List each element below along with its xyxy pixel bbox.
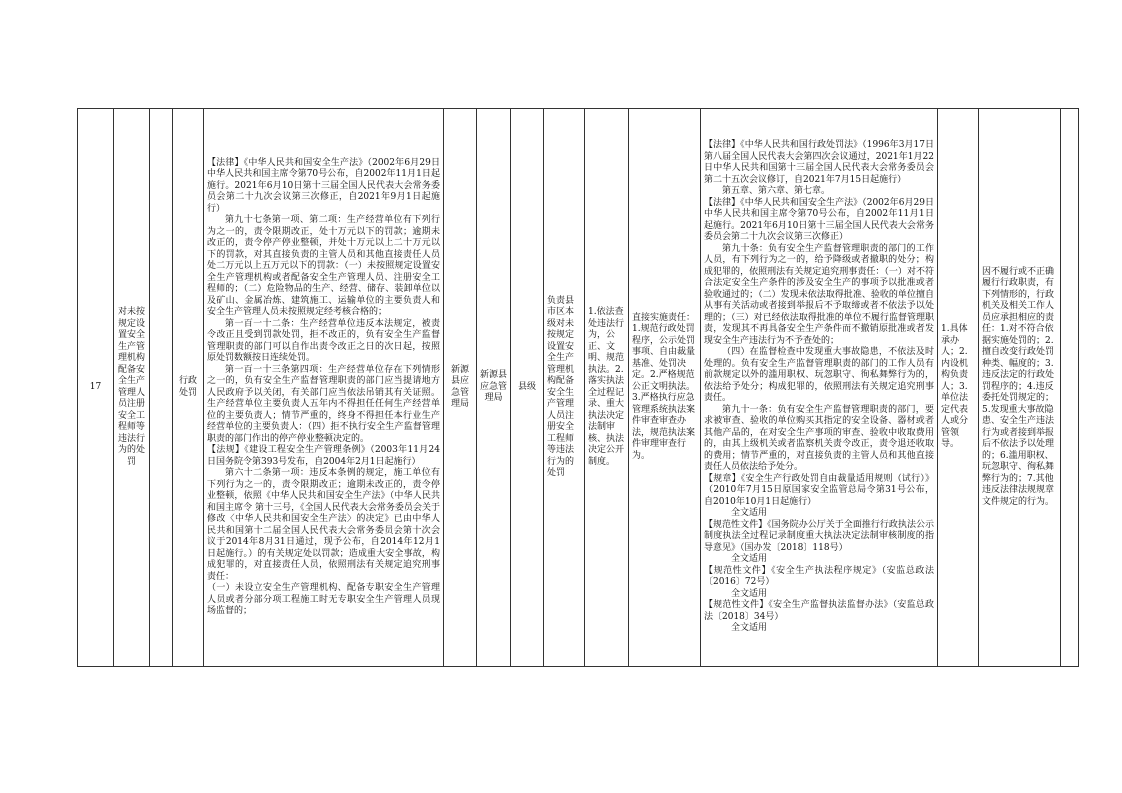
- legal-basis-paragraph: （一）未设立安全生产管理机构、配备专职安全生产管理人员或者分部分项工程施工时无专职安全生产管理人员现场监督的；: [207, 583, 440, 616]
- legal-basis-paragraph: 第一百一十三条第四项：生产经营单位存在下列情形之一的，负有安全生产监督管理职责的部门应当提请地方人民政府予以关闭，有关部门应当依法吊销其有关证照。生产经营单位主要负责人五年内不得担任任何生产经营单位的主要负责人；情节严重的，终身不得担任本行业生产经营单位的主要负责人：（四）拒不执行安全生产监督管理职责的部门作出的停产停业整顿决定的。: [207, 364, 440, 444]
- duty-basis: [704, 140, 934, 635]
- duty-basis-paragraph: 第九十条：负有安全生产监督管理职责的部门的工作人员，有下列行为之一的，给予降级或者撤职的处分；构成犯罪的，依照刑法有关规定追究刑事责任：（一）对不符合法定安全生产条件的涉及安全生产的事项予以批准或者验收通过的；（二）发现未依法取得批准、验收的单位擅自从事有关活动或者接到举报后不予取缔或者不依法予以处理的；（三）对已经依法取得批准的单位不履行监督管理职责，发现其不再具备安全生产条件而不撤销原批准或者发现安全生产违法行为不予查处的；: [704, 243, 934, 346]
- duty-basis-paragraph: 全文适用: [731, 508, 768, 519]
- duty-basis-paragraph: 【法律】《中华人民共和国行政处罚法》（1996年3月17日第八届全国人民代表大会第四次会议通过，2021年1月22日中华人民共和国第十三届全国人民代表大会常务委员会第二十五次会议修订，自2021年7月15日起施行）: [704, 140, 934, 185]
- accountability: 因不履行或不正确履行行政职责，有下列情形的，行政机关及相关工作人员应承担相应的责任：1.对不符合依据实施处罚的；2.擅自改变行政处罚种类、幅度的；3.违反法定的行政处罚程序的；4.违反委托处罚规定的；5.发现重大事故隐患、安全生产违法行为或者接到举报后不依法予以处理的；6.滥用职权、玩忽职守、徇私舞弊行为的；7.其他违反法律法规规章文件规定的行为。: [979, 109, 1061, 667]
- duty-basis-paragraph: 【规范性文件】《安全生产监督执法监督办法》（安监总政法〔2018〕34号）: [704, 600, 934, 622]
- implementing-body-2: 新源县应急管理局: [477, 109, 511, 667]
- item-name: 对未按规定设置安全生产管理机构配备安全生产管理人员注册安全工程师等违法行为的处罚: [114, 109, 150, 667]
- legal-basis-paragraph: 第六十二条第一项：违反本条例的规定，施工单位有下列行为之一的，责令限期改正；逾期未改正的，责令停业整顿，依照《中华人民共和国安全生产法》（中华人民共和国主席令 第十三号，《全国人民代表大会常务委员会关于修改〈中华人民共和国安全生产法〉的决定》已由中华人民共和国第十二届全国人民代表大会常务委员会第十次会议于2014年8月31日通过，现予公布，自2014年12月1日起施行。）的有关规定处以罚款；造成重大安全事故，构成犯罪的，对直接责任人员，依照刑法有关规定追究刑事责任：: [207, 468, 440, 582]
- duty-basis-paragraph: 第九十一条：负有安全生产监督管理职责的部门，要求被审查、验收的单位购买其指定的安全设备、器材或者其他产品的，在对安全生产事项的审查、验收中收取费用的，由其上级机关或者监察机关责令改正，责令退还收取的费用；情节严重的，对直接负责的主管人员和其他直接责任人员依法给予处分。: [704, 404, 934, 473]
- row-number: 17: [78, 109, 114, 667]
- legal-basis-paragraph: 【法律】《中华人民共和国安全生产法》（2002年6月29日中华人民共和国主席令第70号公布，自2002年11月1日起施行。2021年6月10日第十三届全国人民代表大会常务委员会第二十九次会议第三次修正，自2021年9月1日起施行）: [207, 157, 440, 214]
- duty-basis-cell: [701, 109, 938, 667]
- legal-basis-paragraph: 第九十七条第一项、第二项：生产经营单位有下列行为之一的，责令限期改正，处十万元以下的罚款；逾期未改正的，责令停产停业整顿，并处十万元以上二十万元以下的罚款，对其直接负责的主管人员和其他直接责任人员处二万元以上五万元以下的罚款：（一）未按照规定设置安全生产管理机构或者配备安全生产管理人员、注册安全工程师的；（二）危险物品的生产、经营、储存、装卸单位以及矿山、金属冶炼、建筑施工、运输单位的主要负责人和安全生产管理人员未按照规定经考核合格的；: [207, 215, 440, 317]
- table-row: [78, 109, 1079, 667]
- legal-basis-paragraph: 【法规】《建设工程安全生产管理条例》（2003年11月24日国务院令第393号发布，自2004年2月1日起施行）: [207, 445, 440, 467]
- duty-basis-paragraph: 【规范性文件】《国务院办公厅关于全面推行行政执法公示制度执法全过程记录制度重大执法决定法制审核制度的指导意见》（国办发〔2018〕118号）: [704, 519, 934, 553]
- duty-basis-paragraph: 【规范性文件】《安全生产执法程序规定》（安监总政法〔2016〕72号）: [704, 565, 934, 588]
- legal-basis-paragraph: 第一百一十二条：生产经营单位违反本法规定，被责令改正且受到罚款处罚，拒不改正的，负有安全生产监督管理职责的部门可以自作出责令改正之日的次日起，按照原处罚数额按日连续处罚。: [207, 318, 440, 363]
- duty-basis-paragraph: 全文适用: [731, 588, 768, 599]
- duty-basis-paragraph: 全文适用: [731, 623, 768, 634]
- execution-level: 县级: [511, 109, 544, 667]
- duty-basis-paragraph: 第五章、第六章、第七章。: [722, 186, 831, 197]
- duty-basis-paragraph: 【法律】《中华人民共和国安全生产法》（2002年6月29日中华人民共和国主席令第70号公布，自2002年11月1日起施行。2021年6月10日第十三届全国人民代表大会常务委员会第二十九次会议第三次修正）: [704, 197, 934, 243]
- duty-basis-paragraph: 【规章】《安全生产行政处罚自由裁量适用规则（试行）》（2010年7月15日原国家安全监管总局令第31号公布，自2010年10月1日起施行）: [704, 473, 934, 507]
- responsible-unit: 负责县市区本级对未按规定设置安全生产管理机构配备安全生产管理人员注册安全工程师等违法行为的处罚: [544, 109, 585, 667]
- responsibility-items: 1.依法查处违法行为，公正、文明、规范执法。2.落实执法全过程记录、重大执法决定法制审核、执法决定公开制度。: [585, 109, 629, 667]
- duty-basis-paragraph: （四）在监督检查中发现重大事故隐患，不依法及时处理的。负有安全生产监督管理职责的部门的工作人员有前款规定以外的滥用职权、玩忽职守、徇私舞弊行为的，依法给予处分；构成犯罪的，依照刑法有关规定追究刑事责任。: [704, 347, 934, 404]
- power-type: 行政处罚: [173, 109, 204, 667]
- power-list-table: [77, 108, 1079, 667]
- duty-basis-paragraph: 全文适用: [731, 554, 768, 565]
- direct-responsibility: 直接实施责任：1.规范行政处罚程序，公示处罚事项、自由裁量基准、处罚决定。2.严格规范公正文明执法。3.严格执行应急管理系统执法案件审查审查办法，规范执法案件审理审查行为。: [629, 109, 701, 667]
- legal-basis-cell: [204, 109, 444, 667]
- blank-cell: [150, 109, 173, 667]
- undertaking-body: 1.具体承办人；2.内设机构负责人；3.单位法定代表人或分管领导。: [938, 109, 979, 667]
- implementing-body: 新源县应急管理局: [444, 109, 477, 667]
- legal-basis: [207, 158, 440, 618]
- blank-cell-2: [1061, 109, 1079, 667]
